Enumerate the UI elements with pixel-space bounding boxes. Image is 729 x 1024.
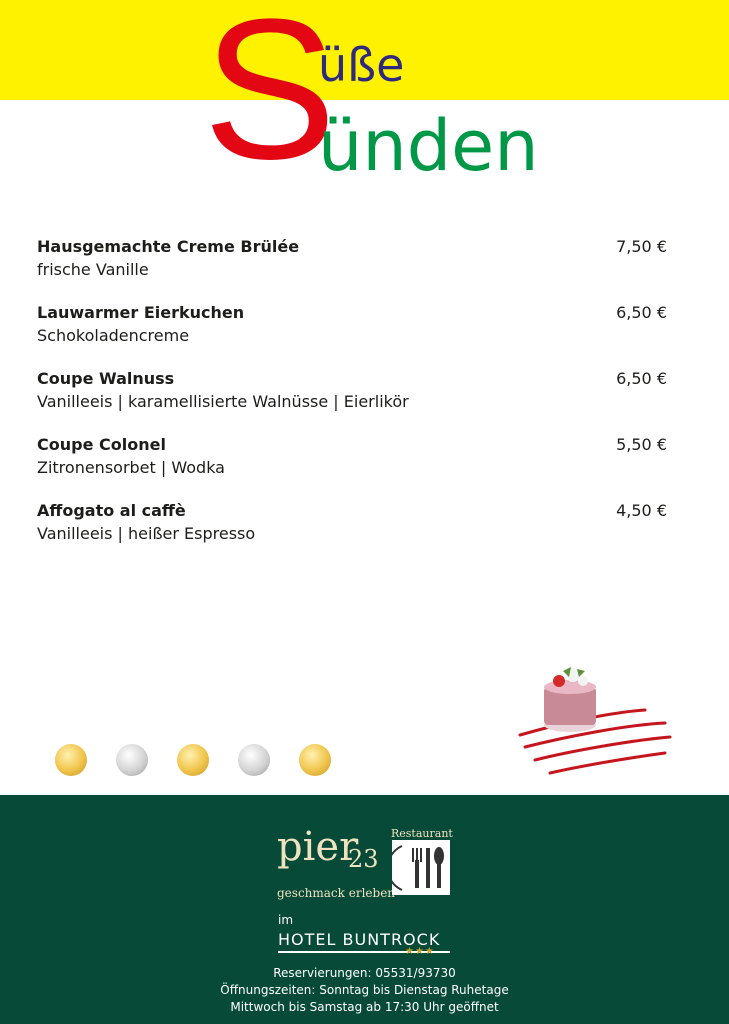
menu-item-description: Schokoladencreme — [37, 326, 190, 345]
ice-cream-scoop-icon — [55, 744, 87, 776]
menu-item-description: Vanilleeis | karamellisierte Walnüsse | Eierlikör — [37, 392, 409, 411]
cutlery-icon — [392, 840, 450, 895]
logo-number: 23 — [348, 845, 379, 873]
menu-item-name: Affogato al caffè — [37, 501, 186, 520]
footer-info — [0, 965, 729, 1016]
menu-item — [37, 499, 669, 565]
title-line-1: üße — [318, 38, 405, 92]
logo-name: pier — [277, 824, 359, 870]
hotel-prefix: im — [278, 913, 294, 927]
menu-item-price: 6,50 € — [616, 369, 667, 388]
menu-item-price: 7,50 € — [616, 237, 667, 256]
ice-cream-scoop-icon — [177, 744, 209, 776]
ice-cream-scoop-icon — [116, 744, 148, 776]
menu-item — [37, 301, 669, 367]
menu-item-description: Vanilleeis | heißer Espresso — [37, 524, 256, 543]
title-initial: S — [203, 0, 337, 201]
menu-item-price: 4,50 € — [616, 501, 667, 520]
footer — [0, 795, 729, 1024]
ice-cream-scoop-icon — [299, 744, 331, 776]
logo-tagline: geschmack erleben — [277, 886, 396, 900]
title-line-2: ünden — [318, 105, 539, 187]
menu-item — [37, 367, 669, 433]
menu-item-price: 6,50 € — [616, 303, 667, 322]
opening-hours-line-2: Mittwoch bis Samstag ab 17:30 Uhr geöffnet — [230, 1000, 499, 1014]
dessert-menu — [37, 235, 669, 565]
menu-item — [37, 235, 669, 301]
dessert-image — [515, 665, 675, 785]
menu-item-name: Coupe Colonel — [37, 435, 166, 454]
hotel-stars: ★★★ — [405, 946, 435, 957]
menu-item-name: Lauwarmer Eierkuchen — [37, 303, 245, 322]
reservation-line: Reservierungen: 05531/93730 — [273, 966, 456, 980]
ice-cream-scoop-icon — [238, 744, 270, 776]
menu-item-price: 5,50 € — [616, 435, 667, 454]
menu-item-name: Hausgemachte Creme Brülée — [37, 237, 300, 256]
menu-item-name: Coupe Walnuss — [37, 369, 175, 388]
hotel-name: HOTEL BUNTROCK — [278, 930, 441, 949]
menu-item-description: frische Vanille — [37, 260, 149, 279]
opening-hours-line-1: Öffnungszeiten: Sonntag bis Dienstag Ruhetage — [220, 983, 509, 997]
logo-restaurant-label: Restaurant — [391, 827, 453, 840]
menu-item-description: Zitronensorbet | Wodka — [37, 458, 225, 477]
menu-item — [37, 433, 669, 499]
